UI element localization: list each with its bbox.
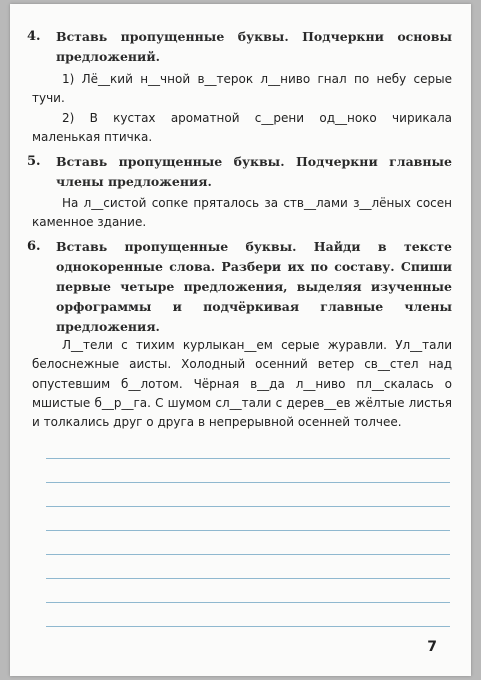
task-4-number: 4. xyxy=(27,29,41,44)
writing-line[interactable] xyxy=(46,602,450,603)
task-4-sentence-1: 1) Лё__кий н__чной в__терок л__ниво гнал по небу серые тучи. xyxy=(32,72,452,106)
task-4-instruction: Вставь пропущенные буквы. Подчеркни основы предложений. xyxy=(56,29,452,64)
writing-line[interactable] xyxy=(46,506,450,507)
writing-line[interactable] xyxy=(46,626,450,627)
task-5-instruction: Вставь пропущенные буквы. Подчеркни главные члены предложения. xyxy=(56,154,452,189)
task-4-exercise xyxy=(32,70,452,147)
writing-line[interactable] xyxy=(46,482,450,483)
task-5-sentence-1: На л__систой сопке пряталось за ств__лами з__лёных сосен каменное здание. xyxy=(32,196,452,230)
task-6-number: 6. xyxy=(27,239,41,254)
task-6-text xyxy=(32,336,452,432)
task-6-instruction: Вставь пропущенные буквы. Найди в тексте однокоренные слова. Разбери их по составу. Спиши первые четыре предложения, выделяя изученные орфограммы и подчёркивая главные члены предложения. xyxy=(56,239,452,334)
writing-line[interactable] xyxy=(46,458,450,459)
writing-line[interactable] xyxy=(46,554,450,555)
task-5-exercise xyxy=(32,194,452,233)
task-4-sentence-2: 2) В кустах ароматной с__рени од__ноко чирикала маленькая птичка. xyxy=(32,110,452,144)
page-number: 7 xyxy=(427,639,437,655)
writing-line[interactable] xyxy=(46,530,450,531)
task-6-paragraph: Л__тели с тихим курлыкан__ем серые журавли. Ул__тали белоснежные аисты. Холодный осенний ветер св__стел над опустевшим б__лотом. Чёрная в__да л__ниво пл__скалась о мшистые б__р__га. С шумом сл__тали с дерев__ев жёлтые листья и толкались друг о друга в непрерывной осенней толчее. xyxy=(32,338,452,430)
task-5-number: 5. xyxy=(27,154,41,169)
workbook-page xyxy=(10,4,471,676)
writing-line[interactable] xyxy=(46,578,450,579)
